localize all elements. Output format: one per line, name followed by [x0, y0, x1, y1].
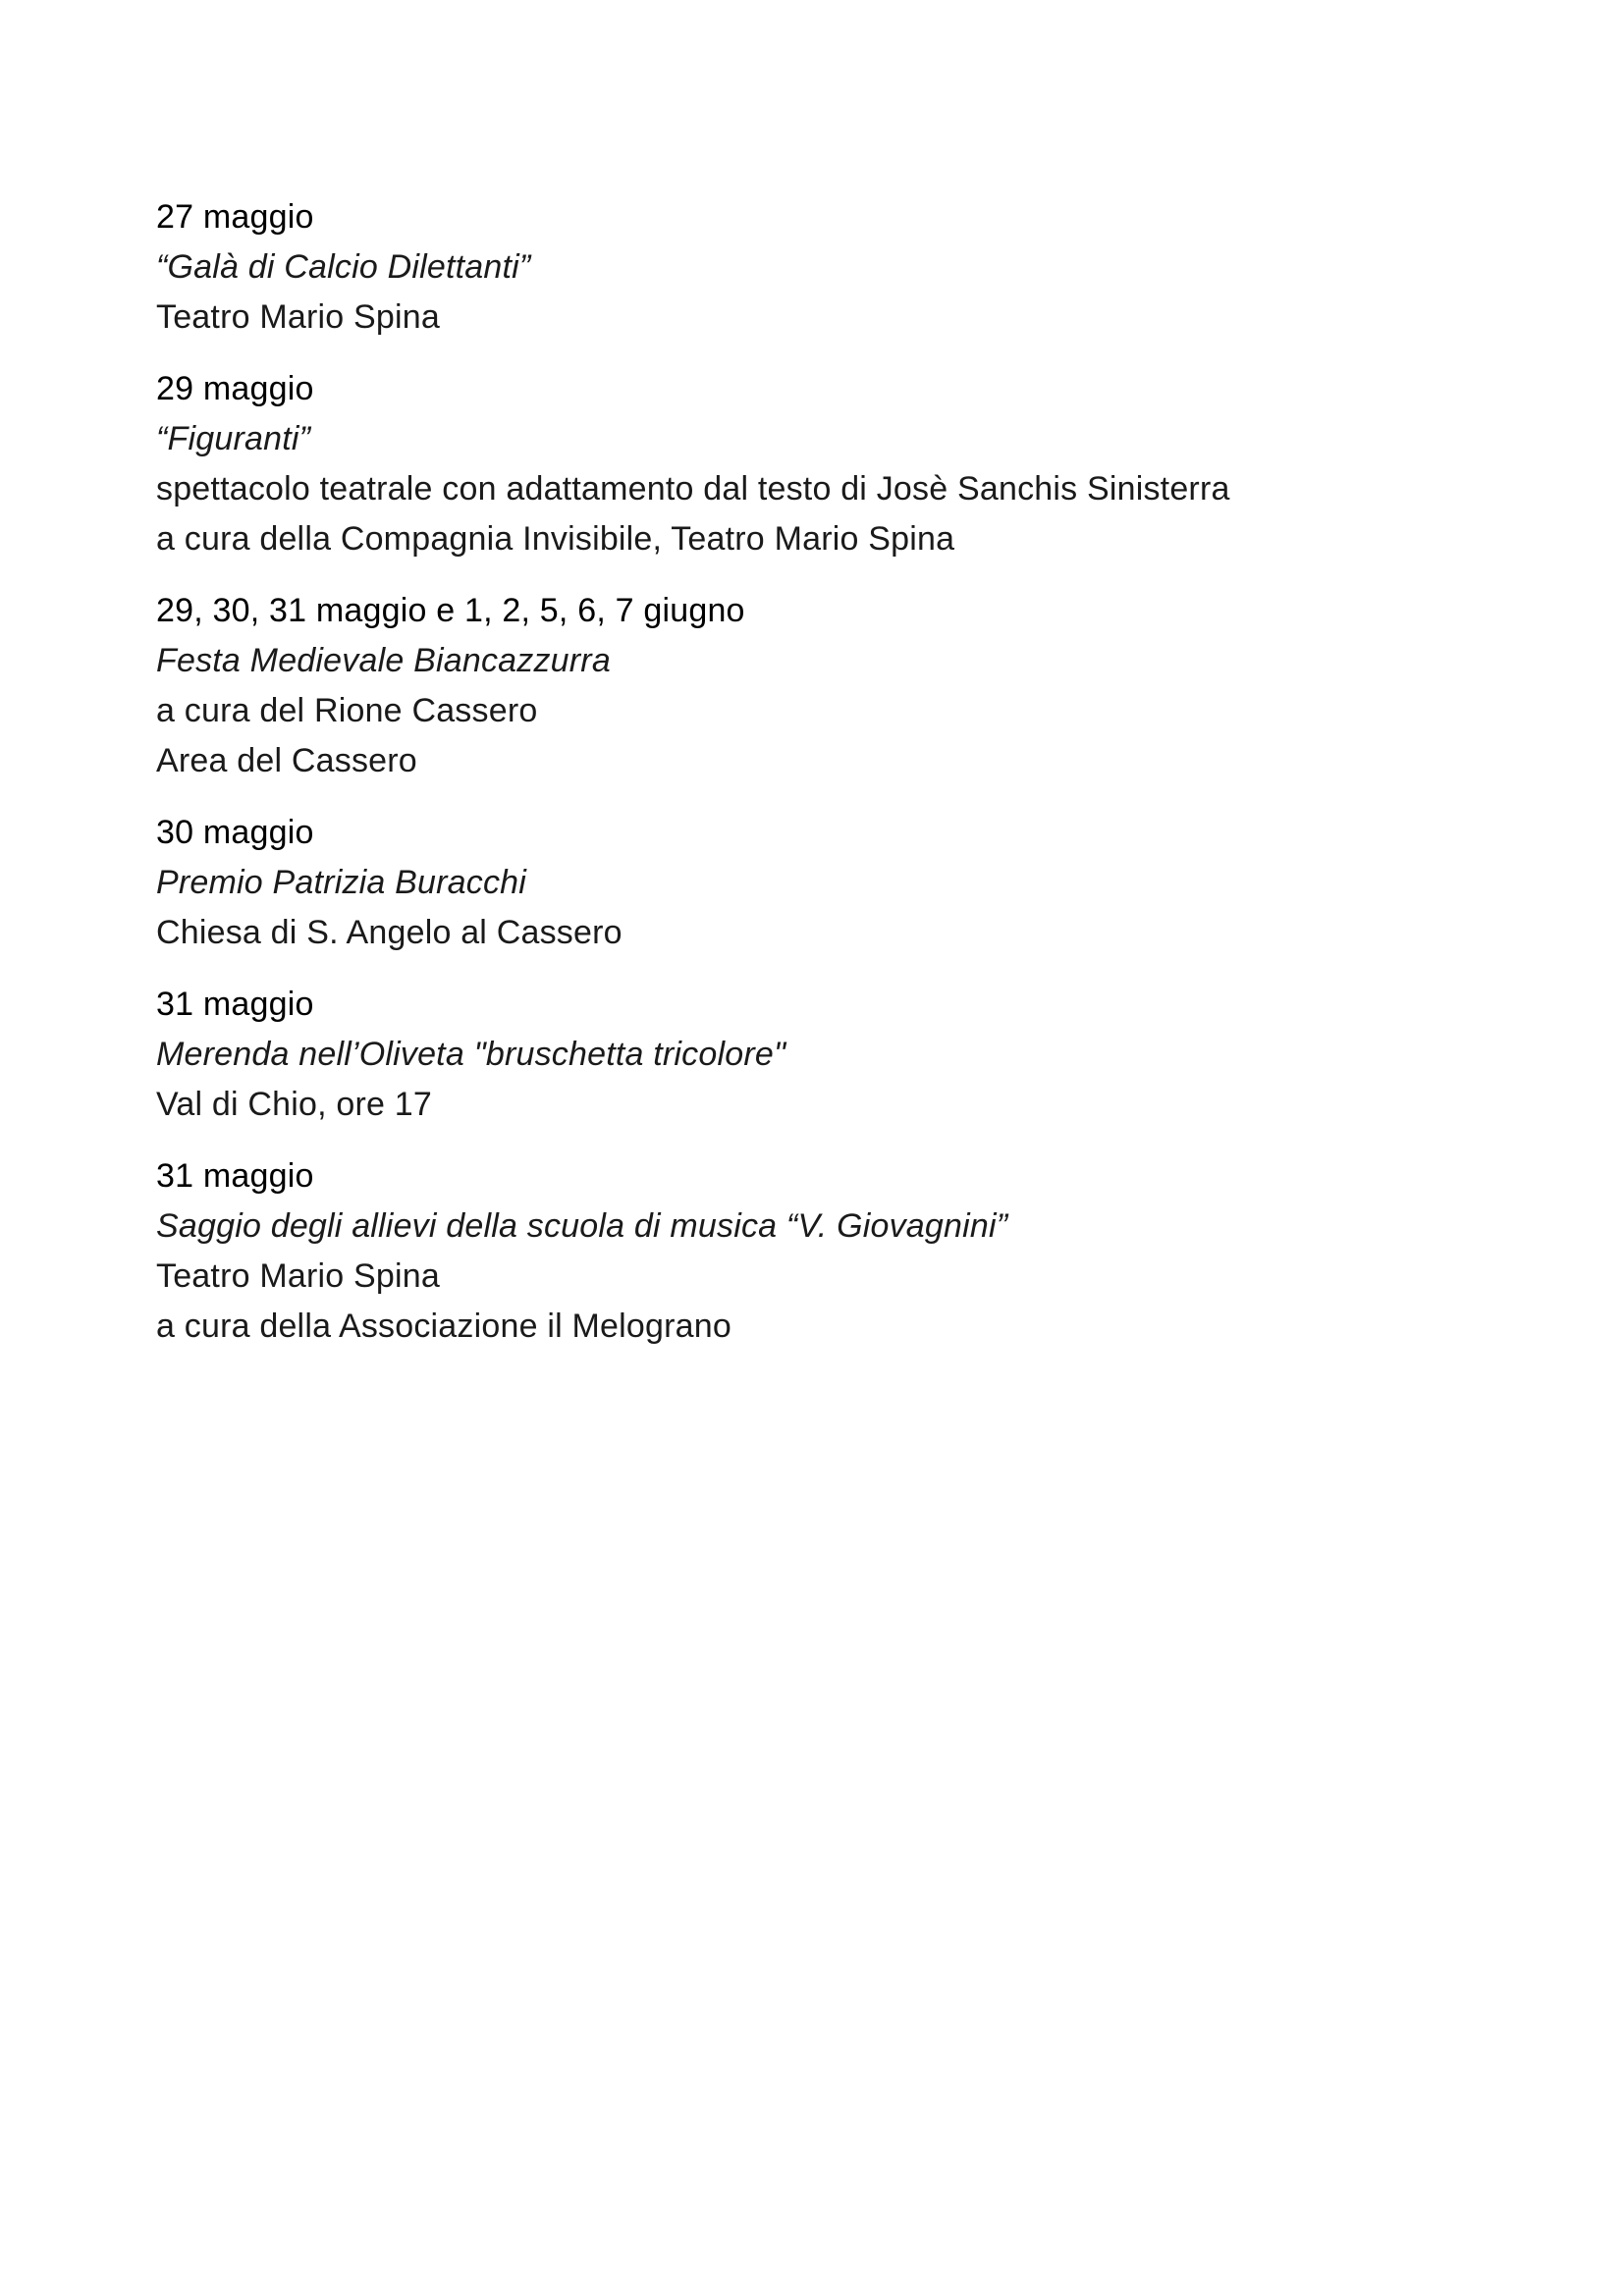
- event-detail: Area del Cassero: [156, 742, 417, 779]
- event-item: [156, 980, 1472, 1130]
- event-detail: a cura della Compagnia Invisibile, Teatro Mario Spina: [156, 520, 955, 558]
- event-date: 29, 30, 31 maggio e 1, 2, 5, 6, 7 giugno: [156, 592, 745, 629]
- event-date: 31 maggio: [156, 986, 314, 1023]
- event-item: [156, 192, 1472, 343]
- event-detail: Teatro Mario Spina: [156, 1257, 440, 1295]
- event-detail: Val di Chio, ore 17: [156, 1086, 432, 1123]
- event-date: 31 maggio: [156, 1157, 314, 1195]
- event-detail: spettacolo teatrale con adattamento dal testo di Josè Sanchis Sinisterra: [156, 470, 1230, 507]
- event-date: 27 maggio: [156, 198, 314, 236]
- event-item: [156, 808, 1472, 958]
- event-title: Festa Medievale Biancazzurra: [156, 642, 611, 679]
- event-title: Merenda nell’Oliveta "bruschetta tricolore": [156, 1036, 786, 1073]
- event-title: “Figuranti”: [156, 420, 311, 457]
- event-title: Premio Patrizia Buracchi: [156, 864, 527, 901]
- event-detail: a cura del Rione Cassero: [156, 692, 538, 729]
- event-item: [156, 364, 1472, 564]
- event-date: 30 maggio: [156, 814, 314, 851]
- event-item: [156, 1151, 1472, 1352]
- event-date: 29 maggio: [156, 370, 314, 407]
- event-list: [156, 192, 1472, 1373]
- event-detail: Chiesa di S. Angelo al Cassero: [156, 914, 623, 951]
- event-detail: Teatro Mario Spina: [156, 298, 440, 336]
- event-title: “Galà di Calcio Dilettanti”: [156, 248, 531, 286]
- event-item: [156, 586, 1472, 786]
- event-detail: a cura della Associazione il Melograno: [156, 1308, 731, 1345]
- event-title: Saggio degli allievi della scuola di musica “V. Giovagnini”: [156, 1207, 1008, 1245]
